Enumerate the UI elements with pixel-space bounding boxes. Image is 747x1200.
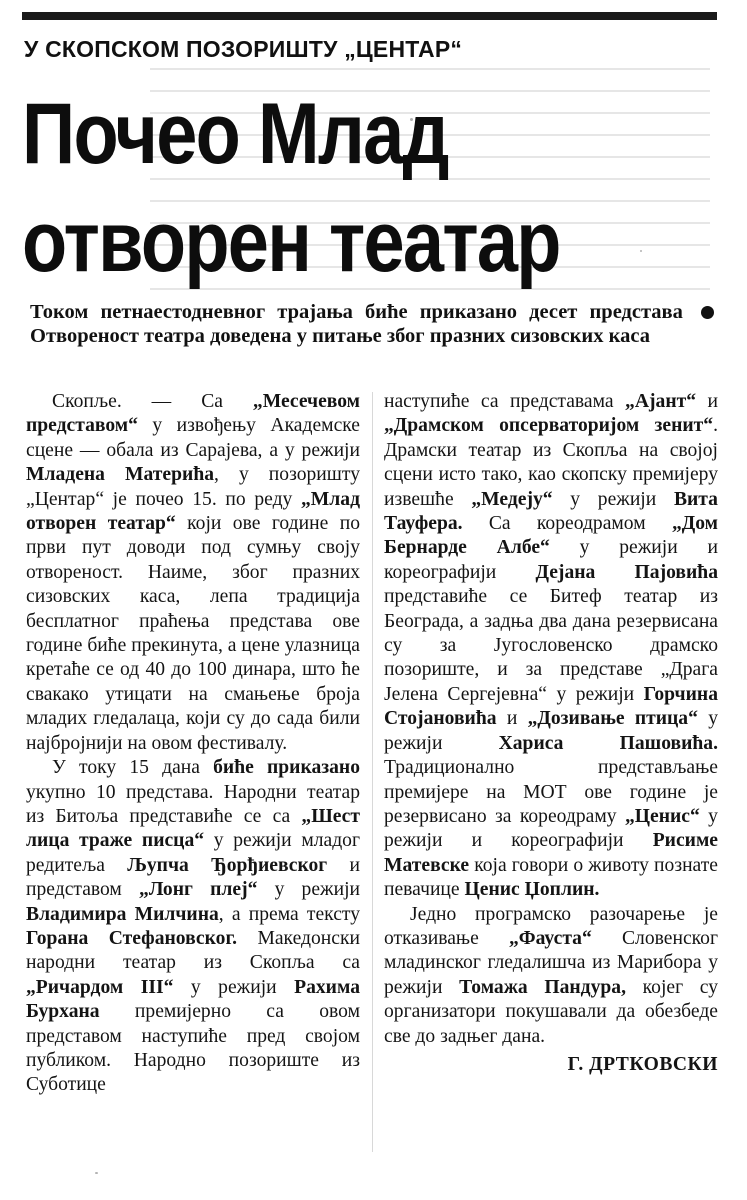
- text-run: Скопље. — Са: [52, 391, 253, 412]
- print-speck: [410, 118, 413, 121]
- text-run: у режији: [257, 879, 360, 901]
- text-run: У току 15 дана: [52, 757, 214, 779]
- text-run: којег су организатори покушавали да обезбеде све до задњег дана.: [384, 976, 718, 1047]
- text-run: наступиће са представама: [384, 391, 626, 412]
- text-run: која говори о животу познате певачице: [384, 854, 718, 901]
- print-speck: [640, 250, 642, 252]
- bold-run: Дејана Пајовића: [535, 561, 718, 583]
- paragraph: [26, 390, 360, 756]
- paragraph: [26, 756, 360, 1098]
- column-divider: [372, 392, 373, 1152]
- text-run: у режији: [552, 488, 674, 510]
- bold-run: Горчина Стојановића: [384, 683, 718, 730]
- text-run: Словенског младинског гледалишча из Марибора у режији: [384, 927, 718, 998]
- text-run: Једно програмско разочарење је отказивање: [384, 903, 718, 949]
- bold-run: Рисиме Матевске: [384, 830, 718, 876]
- text-run: Македонски народни театар из Скопља са: [26, 927, 360, 974]
- bold-run: „Дозивање птица“: [527, 708, 698, 730]
- bold-run: „Ричардом III“: [26, 976, 174, 998]
- text-run: у режији: [384, 708, 718, 754]
- bold-run: биће приказано: [213, 757, 360, 779]
- kicker: У СКОПСКОМ ПОЗОРИШТУ „ЦЕНТАР“: [24, 36, 463, 62]
- bold-run: Горана Стефановског.: [26, 927, 238, 949]
- text-run: Са кореодрамом: [462, 513, 672, 535]
- text-run: који ове године по први пут доводи под сумњу своју отвореност. Наиме, због празних сизовских каса, лепа традиција бесплатног праћења представа ове године биће прекинута, а цене улазница кретаће се од 40 до 100 динара, што ће свакако утицати на смањење броја младих гледалаца, који су до сада били најбројнији на овом фестивалу.: [26, 513, 360, 754]
- bold-run: Владимира Милчина: [26, 903, 219, 925]
- text-run: у извођењу Академске сцене — обала из Сарајева, а у режији: [26, 415, 360, 461]
- text-run: у режији и кореографији: [384, 805, 718, 852]
- text-run: , а према тексту: [218, 903, 360, 925]
- bold-run: „Шест лица траже писца“: [26, 805, 360, 852]
- text-run: . Драмски театар из Скопља на својој сцени исто тако, као скопску премијеру извешће: [384, 415, 718, 510]
- article-column-1: [26, 390, 360, 1098]
- headline-line-1: Почео Млад: [22, 86, 448, 182]
- byline: Г. ДРТКОВСКИ: [567, 1053, 718, 1075]
- text-run: у режији младог редитеља: [26, 830, 360, 876]
- text-run: и представом: [26, 854, 361, 901]
- text-run: , у позоришту „Центар“ је почео 15. по реду: [26, 464, 360, 510]
- bold-run: „Ценис“: [624, 805, 700, 827]
- text-run: укупно 10 представа. Народни театар из Битоља представиће се са: [26, 781, 360, 827]
- bold-run: Вита Тауфера.: [384, 488, 718, 535]
- bullet-icon: [701, 306, 714, 319]
- deck-part-2: Отвореност театра доведена у питање због празних сизовских каса: [30, 325, 650, 347]
- top-rule: [22, 12, 717, 20]
- bold-run: „Млад отворен театар“: [26, 488, 360, 535]
- bold-run: Томажа Пандура,: [459, 976, 626, 998]
- bold-run: „Месечевом представом“: [26, 391, 360, 437]
- paragraph: [384, 390, 718, 903]
- deck-part-1: Током петнаестодневног трајања биће приказано десет представа: [30, 301, 683, 323]
- bold-run: Љупча Ђорђиевског: [127, 854, 328, 876]
- text-run: и: [696, 391, 718, 412]
- bold-run: „Фауста“: [509, 927, 592, 949]
- bold-run: „Драмском опсерваторијом зенит“: [384, 415, 714, 437]
- text-run: и: [496, 708, 528, 730]
- bold-run: „Дом Бернарде Албе“: [384, 513, 718, 559]
- bold-run: Рахима Бурхана: [26, 976, 360, 1023]
- bold-run: „Лонг плеј“: [139, 879, 258, 901]
- text-run: премијерно са овом представом наступиће пред својом публиком. Народно позориште из Суботице: [26, 1001, 360, 1096]
- article-column-2: [384, 390, 718, 1077]
- text-run: у режији: [173, 976, 295, 998]
- bold-run: „Медеју“: [471, 488, 553, 510]
- headline: [22, 80, 624, 296]
- text-run: у режији и кореографији: [384, 537, 718, 583]
- text-run: Традиционално представљање премијере на МОТ ове године је резервисано за кореодраму: [384, 757, 718, 827]
- bold-run: „Ајант“: [625, 391, 697, 412]
- text-run: представиће се Битеф театар из Београда, а задња два дана резервисана су за Југословенско драмско позориште, и за представе „Драга Јелена Сергејевна“ у режији: [384, 586, 718, 705]
- print-speck: [95, 1172, 98, 1174]
- bold-run: Младена Матерића: [26, 464, 215, 486]
- bold-run: Хариса Пашовића.: [498, 732, 718, 754]
- deck: [30, 300, 720, 348]
- paragraph: [384, 903, 718, 1049]
- headline-line-2: отворен театар: [22, 194, 560, 290]
- bold-run: Ценис Џоплин.: [464, 879, 600, 901]
